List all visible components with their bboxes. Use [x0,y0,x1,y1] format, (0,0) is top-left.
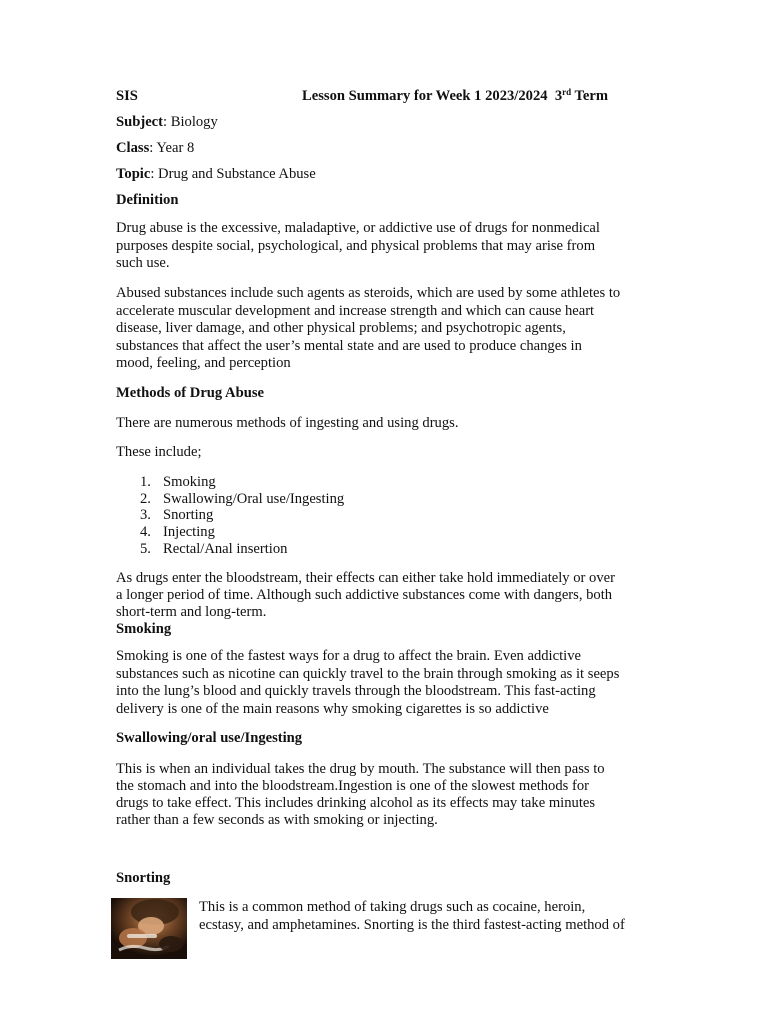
methods-list [116,474,344,557]
methods-intro: There are numerous methods of ingesting and using drugs. [116,415,459,431]
list-item: 2. Swallowing/Oral use/Ingesting [140,490,345,507]
swallowing-heading: Swallowing/oral use/Ingesting [116,730,303,746]
topic-line: Topic: Drug and Substance Abuse [116,166,316,182]
snorting-photo-image [111,898,187,959]
list-item: 4. Injecting [140,524,215,541]
snorting-heading: Snorting [116,870,171,886]
snorting-photo [111,898,187,959]
methods-closing-paragraph: As drugs enter the bloodstream, their effects can either take hold immediately or over a longer period of time. Although such addictive substances come with dangers, both short-term and long-term. [116,570,615,620]
lesson-summary-title: Lesson Summary for Week 1 2023/2024 3rd Term [302,87,609,104]
smoking-paragraph: Smoking is one of the fastest ways for a drug to affect the brain. Even addictive substances such as nicotine can quickly travel to the brain through smoking as it seeps into the lung’s blood and quickly travels through the bloodstream. This fast-acting delivery is one of the main reasons why smoking cigarettes is so addictive [116,648,620,717]
class-line: Class: Year 8 [116,140,195,156]
subject-line: Subject: Biology [116,114,218,130]
snorting-paragraph: This is a common method of taking drugs such as cocaine, heroin, ecstasy, and amphetamines. Snorting is the third fastest-acting method of [199,899,625,933]
swallowing-paragraph: This is when an individual takes the drug by mouth. The substance will then pass to the stomach and into the bloodstream.Ingestion is one of the slowest methods for drugs to take effect. This includes drinking alcohol as its effects may take minutes rather than a few seconds as with smoking or injecting. [116,761,605,828]
school-name: SIS [116,88,138,104]
definition-heading: Definition [116,192,179,208]
list-item: 1. Smoking [140,474,216,490]
list-item: 5. Rectal/Anal insertion [140,540,288,557]
smoking-heading: Smoking [116,621,172,637]
definition-paragraph-1: Drug abuse is the excessive, maladaptive, or addictive use of drugs for nonmedical purposes despite social, psychological, and physical problems that may arise from such use. [116,220,600,271]
definition-paragraph-2: Abused substances include such agents as steroids, which are used by some athletes to accelerate muscular development and increase strength and which can cause heart disease, liver damage, and other physical problems; and psychotropic agents, substances that affect the user’s mental state and are used to produce changes in mood, feeling, and perception [116,285,621,371]
document-header [116,88,661,106]
list-item: 3. Snorting [140,507,214,524]
methods-heading: Methods of Drug Abuse [116,385,264,401]
methods-lead: These include; [116,444,202,460]
